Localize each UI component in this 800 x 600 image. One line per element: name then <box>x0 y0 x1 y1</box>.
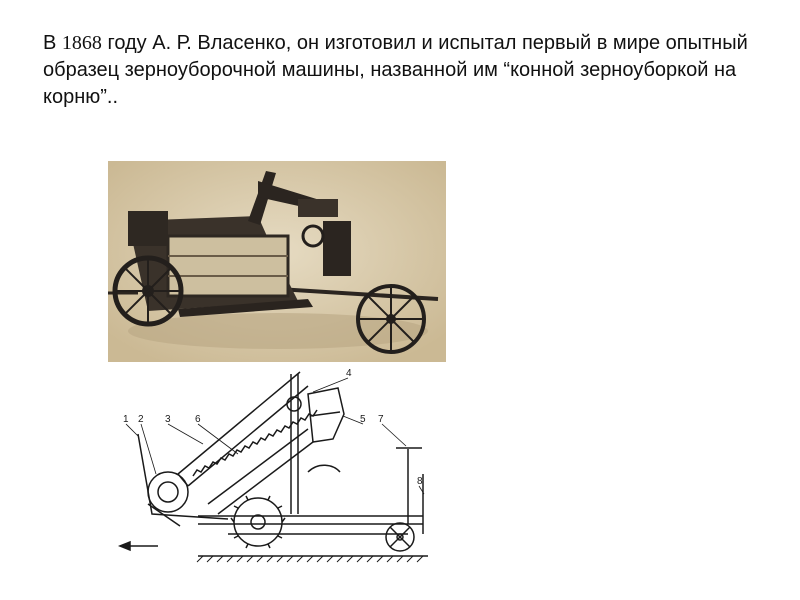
callout-6: 6 <box>195 414 201 425</box>
callout-7: 7 <box>378 414 384 425</box>
callout-5: 5 <box>360 414 366 425</box>
harvester-diagram <box>108 364 446 564</box>
callout-8: 8 <box>417 476 423 487</box>
harvester-photo <box>108 161 446 362</box>
text-prefix: В <box>43 32 62 54</box>
callout-1: 1 <box>123 414 129 425</box>
text-suffix: году А. Р. Власенко, он изготовил и испытал первый в мире опытный образец зерноуборочной машины, названной им “конной зерноуборкой на корню”.. <box>43 32 748 108</box>
slide-text <box>43 30 763 111</box>
large-wheel <box>115 258 181 324</box>
small-wheel <box>358 286 424 352</box>
year: 1868 <box>61 32 102 54</box>
callout-3: 3 <box>165 414 171 425</box>
callout-2: 2 <box>138 414 144 425</box>
callout-4: 4 <box>346 368 352 379</box>
